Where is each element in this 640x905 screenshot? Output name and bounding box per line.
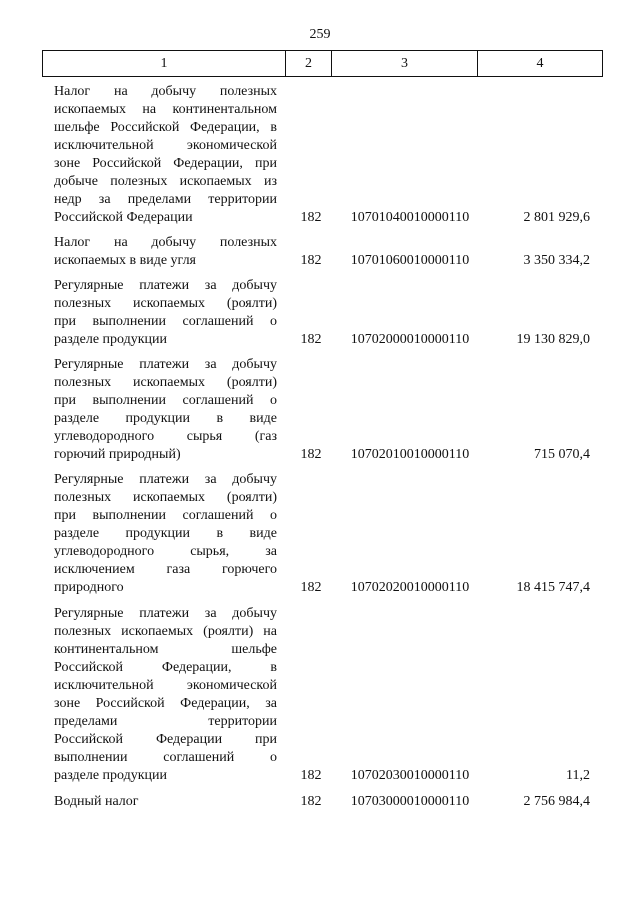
description-line: выполнении соглашений о <box>54 750 277 765</box>
description-line: ископаемых на континентальном <box>54 102 277 117</box>
description-line: разделе продукции в виде <box>54 526 277 541</box>
kbk-code: 10701060010000110 <box>350 253 470 268</box>
column-header-row <box>42 50 603 77</box>
description-line: углеводородного сырья, за <box>54 544 277 559</box>
page-number: 259 <box>309 27 331 42</box>
description-line: при выполнении соглашений о <box>54 314 277 329</box>
row-description <box>54 471 277 597</box>
description-line: зоне Российской Федерации, при <box>54 156 277 171</box>
description-line: Регулярные платежи за добычу <box>54 472 277 487</box>
description-line: недр за пределами территории <box>54 192 277 207</box>
admin-code: 182 <box>300 332 322 347</box>
description-line: зоне Российской Федерации, за <box>54 696 277 711</box>
table-row <box>0 471 640 597</box>
table-row <box>0 234 640 270</box>
description-line: разделе продукции <box>54 768 168 783</box>
kbk-code: 10701040010000110 <box>350 210 470 225</box>
kbk-code: 10702030010000110 <box>350 768 470 783</box>
description-line: пределами территории <box>54 714 277 729</box>
column-header-1: 1 <box>43 51 286 77</box>
row-description <box>54 793 277 811</box>
row-description <box>54 277 277 349</box>
kbk-code: 10703000010000110 <box>350 794 470 809</box>
description-line: Российской Федерации <box>54 210 193 225</box>
row-description <box>54 605 277 785</box>
admin-code: 182 <box>300 253 322 268</box>
amount: 2 801 929,6 <box>523 210 590 225</box>
description-line: исключительной экономической <box>54 678 277 693</box>
description-line: Российской Федерации при <box>54 732 277 747</box>
amount: 19 130 829,0 <box>516 332 590 347</box>
description-line: горючий природный) <box>54 447 181 462</box>
description-line: добыче полезных ископаемых из <box>54 174 277 189</box>
amount: 11,2 <box>566 768 590 783</box>
description-line: Регулярные платежи за добычу <box>54 278 277 293</box>
description-line: Налог на добычу полезных <box>54 235 277 250</box>
admin-code: 182 <box>300 210 322 225</box>
column-header-2: 2 <box>286 51 332 77</box>
description-line: разделе продукции в виде <box>54 411 277 426</box>
description-line: шельфе Российской Федерации, в <box>54 120 277 135</box>
description-line: полезных ископаемых (роялти) <box>54 296 277 311</box>
description-line: полезных ископаемых (роялти) <box>54 490 277 505</box>
column-header-3: 3 <box>332 51 478 77</box>
description-line: Водный налог <box>54 794 139 809</box>
description-line: при выполнении соглашений о <box>54 393 277 408</box>
description-line: при выполнении соглашений о <box>54 508 277 523</box>
description-line: Налог на добычу полезных <box>54 84 277 99</box>
row-description <box>54 83 277 227</box>
description-line: природного <box>54 580 124 595</box>
description-line: Регулярные платежи за добычу <box>54 357 277 372</box>
description-line: исключением газа горючего <box>54 562 277 577</box>
table-row <box>0 277 640 349</box>
amount: 715 070,4 <box>534 447 590 462</box>
description-line: Регулярные платежи за добычу <box>54 606 277 621</box>
kbk-code: 10702000010000110 <box>350 332 470 347</box>
description-line: полезных ископаемых (роялти) <box>54 375 277 390</box>
table-row <box>0 793 640 811</box>
kbk-code: 10702020010000110 <box>350 580 470 595</box>
amount: 2 756 984,4 <box>523 794 590 809</box>
table-row <box>0 83 640 227</box>
description-line: углеводородного сырья (газ <box>54 429 277 444</box>
description-line: исключительной экономической <box>54 138 277 153</box>
amount: 3 350 334,2 <box>523 253 590 268</box>
table-row <box>0 356 640 464</box>
kbk-code: 10702010010000110 <box>350 447 470 462</box>
amount: 18 415 747,4 <box>516 580 590 595</box>
description-line: ископаемых в виде угля <box>54 253 196 268</box>
description-line: Российской Федерации, в <box>54 660 277 675</box>
admin-code: 182 <box>300 447 322 462</box>
description-line: полезных ископаемых (роялти) на <box>54 624 277 639</box>
column-header-4: 4 <box>478 51 603 77</box>
table-row <box>0 605 640 785</box>
description-line: разделе продукции <box>54 332 168 347</box>
admin-code: 182 <box>300 580 322 595</box>
admin-code: 182 <box>300 794 322 809</box>
admin-code: 182 <box>300 768 322 783</box>
row-description <box>54 234 277 270</box>
row-description <box>54 356 277 464</box>
description-line: континентальном шельфе <box>54 642 277 657</box>
